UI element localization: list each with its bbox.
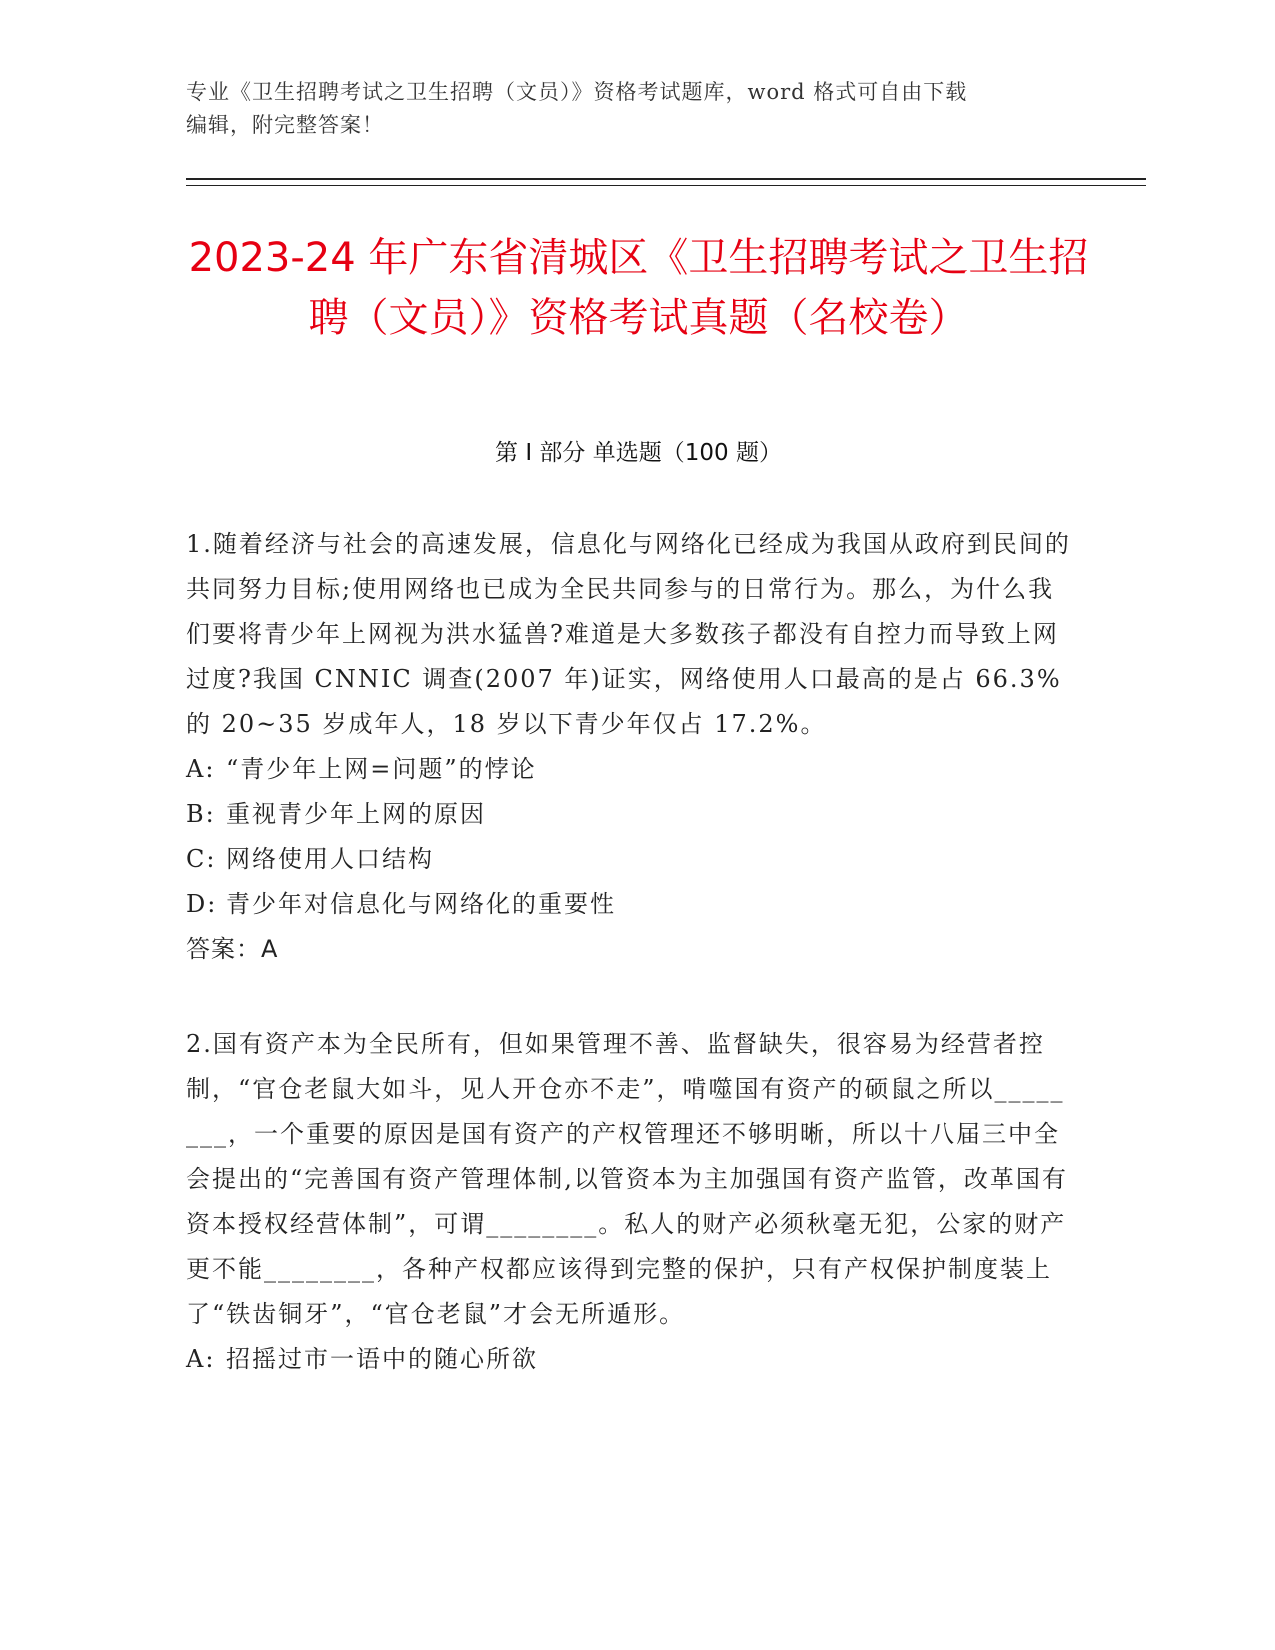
header-note-line-1: 专业《卫生招聘考试之卫生招聘（文员）》资格考试题库，word 格式可自由下载 (186, 80, 968, 104)
option-c (186, 837, 1076, 882)
option-letter: B: (186, 800, 216, 828)
option-letter: C: (186, 845, 217, 873)
option-text: 招摇过市一语中的随心所欲 (226, 1345, 538, 1373)
option-a (186, 1337, 1076, 1382)
option-letter: D: (186, 890, 218, 918)
header-note (186, 76, 1086, 142)
option-text: 青少年对信息化与网络化的重要性 (226, 890, 616, 918)
header-rule-thin (186, 185, 1146, 186)
question-stem: 2.国有资产本为全民所有，但如果管理不善、监督缺失，很容易为经营者控制，“官仓老鼠大如斗，见人开仓亦不走”，啃噬国有资产的硕鼠之所以________，一个重要的原因是国有资产的产权管理还不够明晰，所以十八届三中全会提出的“完善国有资产管理体制,以管资本为主加强国有资产监管，改革国有资本授权经营体制”，可谓________。私人的财产必须秋毫无犯，公家的财产更不能________，各种产权都应该得到完整的保护，只有产权保护制度装上了“铁齿铜牙”，“官仓老鼠”才会无所遁形。 (186, 1030, 1068, 1328)
option-letter: A: (186, 1345, 216, 1373)
header-rule-thick (186, 178, 1146, 180)
document-title: 2023-24 年广东省清城区《卫生招聘考试之卫生招聘（文员）》资格考试真题（名校卷） (188, 235, 1089, 341)
question-stem: 1.随着经济与社会的高速发展，信息化与网络化已经成为我国从政府到民间的共同努力目标;使用网络也已成为全民共同参与的日常行为。那么，为什么我们要将青少年上网视为洪水猛兽?难道是大多数孩子都没有自控力而导致上网过度?我国 CNNIC 调查(2007 年)证实，网络使用人口最高的是占 66.3%的 20~35 岁成年人，18 岁以下青少年仅占 17.2%。 (186, 530, 1071, 738)
option-d (186, 882, 1076, 927)
option-text: 网络使用人口结构 (226, 845, 434, 873)
question-2 (186, 1022, 1076, 1382)
option-text: “青少年上网=问题”的悖论 (226, 755, 537, 783)
question-list (186, 522, 1076, 1382)
question-1 (186, 522, 1076, 972)
section-heading: 第 I 部分 单选题（100 题） (495, 440, 782, 466)
option-b (186, 792, 1076, 837)
option-a (186, 747, 1076, 792)
option-letter: A: (186, 755, 216, 783)
answer: 答案：A (186, 935, 279, 963)
header-note-line-2: 编辑，附完整答案！ (186, 113, 384, 137)
option-text: 重视青少年上网的原因 (226, 800, 486, 828)
